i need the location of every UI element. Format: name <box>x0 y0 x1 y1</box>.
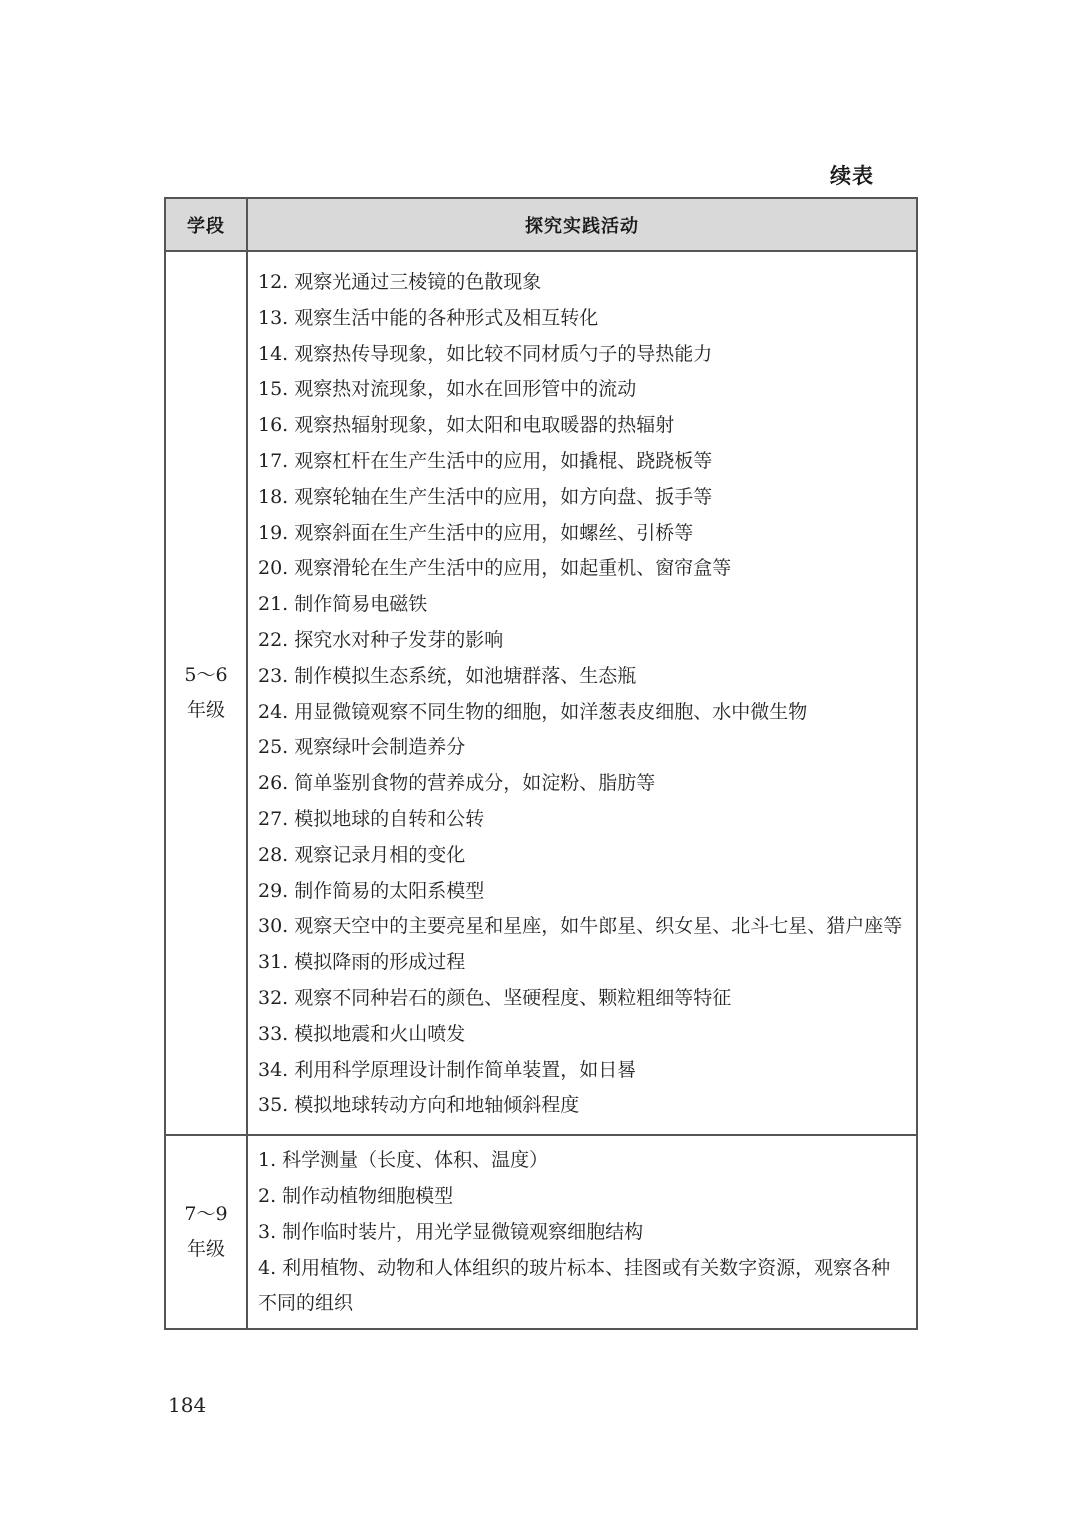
list-item: 22. 探究水对种子发芽的影响 <box>258 628 504 651</box>
list-item: 29. 制作简易的太阳系模型 <box>258 879 485 902</box>
list-item: 4. 利用植物、动物和人体组织的玻片标本、挂图或有关数字资源，观察各种不同的组织 <box>258 1256 891 1315</box>
stage-cell <box>165 1135 247 1329</box>
list-item: 25. 观察绿叶会制造养分 <box>258 736 466 759</box>
list-item: 24. 用显微镜观察不同生物的细胞，如洋葱表皮细胞、水中微生物 <box>258 700 808 723</box>
page-number: 184 <box>168 1393 207 1417</box>
list-item: 23. 制作模拟生态系统，如池塘群落、生态瓶 <box>258 664 637 687</box>
list-item: 26. 简单鉴别食物的营养成分，如淀粉、脂肪等 <box>258 772 656 795</box>
table-header-row <box>165 198 917 251</box>
list-item: 27. 模拟地球的自转和公转 <box>258 807 485 830</box>
list-item: 3. 制作临时装片，用光学显微镜观察细胞结构 <box>258 1220 644 1243</box>
activities-cell <box>247 251 917 1135</box>
stage-cell <box>165 251 247 1135</box>
list-item: 18. 观察轮轴在生产生活中的应用，如方向盘、扳手等 <box>258 485 713 508</box>
activity-list <box>248 1136 916 1328</box>
stage-grade-range: 7～9 <box>184 1203 228 1226</box>
list-item: 28. 观察记录月相的变化 <box>258 843 466 866</box>
list-item: 30. 观察天空中的主要亮星和星座，如牛郎星、织女星、北斗七星、猎户座等 <box>258 915 903 938</box>
list-item: 31. 模拟降雨的形成过程 <box>258 951 466 974</box>
activities-cell <box>247 1135 917 1329</box>
list-item: 14. 观察热传导现象，如比较不同材质勺子的导热能力 <box>258 342 713 365</box>
list-item: 32. 观察不同种岩石的颜色、坚硬程度、颗粒粗细等特征 <box>258 986 732 1009</box>
list-item: 16. 观察热辐射现象，如太阳和电取暖器的热辐射 <box>258 414 675 437</box>
activities-table <box>164 197 918 1330</box>
list-item: 19. 观察斜面在生产生活中的应用，如螺丝、引桥等 <box>258 521 694 544</box>
table-continued-caption: 续表 <box>830 164 874 188</box>
header-stage: 学段 <box>165 198 247 251</box>
header-activities: 探究实践活动 <box>247 198 917 251</box>
list-item: 15. 观察热对流现象，如水在回形管中的流动 <box>258 378 637 401</box>
activity-list <box>248 252 916 1134</box>
list-item: 20. 观察滑轮在生产生活中的应用，如起重机、窗帘盒等 <box>258 557 732 580</box>
list-item: 17. 观察杠杆在生产生活中的应用，如撬棍、跷跷板等 <box>258 449 713 472</box>
list-item: 13. 观察生活中能的各种形式及相互转化 <box>258 306 599 329</box>
list-item: 1. 科学测量（长度、体积、温度） <box>258 1149 549 1172</box>
list-item: 2. 制作动植物细胞模型 <box>258 1184 454 1207</box>
table-row <box>165 251 917 1135</box>
list-item: 21. 制作简易电磁铁 <box>258 593 428 616</box>
stage-grade-label: 年级 <box>186 1238 225 1261</box>
stage-grade-label: 年级 <box>186 699 225 722</box>
list-item: 34. 利用科学原理设计制作简单装置，如日晷 <box>258 1058 637 1081</box>
table-row <box>165 1135 917 1329</box>
stage-grade-range: 5～6 <box>184 664 228 687</box>
list-item: 35. 模拟地球转动方向和地轴倾斜程度 <box>258 1094 580 1117</box>
list-item: 12. 观察光通过三棱镜的色散现象 <box>258 271 542 293</box>
list-item: 33. 模拟地震和火山喷发 <box>258 1022 466 1045</box>
